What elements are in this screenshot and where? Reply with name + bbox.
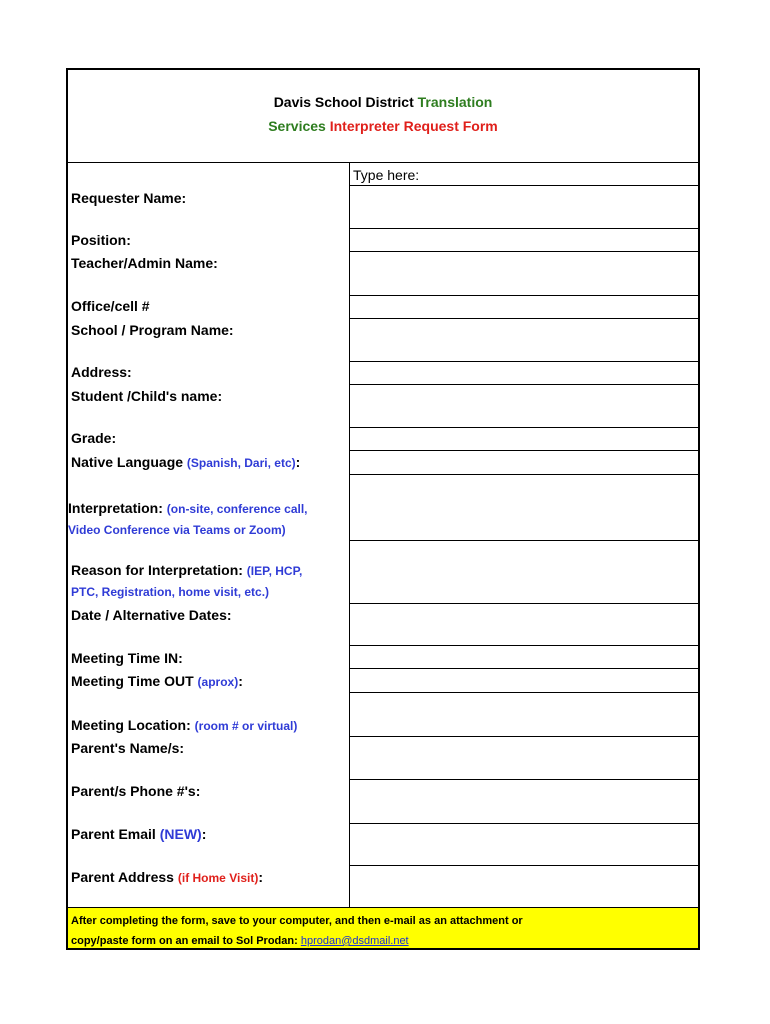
row-line <box>349 318 698 319</box>
meeting-location-label: Meeting Location: (room # or virtual) <box>71 717 298 733</box>
interpreter-request-form <box>66 68 700 950</box>
row-line <box>349 668 698 669</box>
teacher-admin-name-label: Teacher/Admin Name: <box>71 255 218 271</box>
row-line <box>349 779 698 780</box>
reason-hint-line2: PTC, Registration, home visit, etc.) <box>71 585 270 599</box>
title-request-form: Interpreter Request Form <box>329 118 498 134</box>
footer-line1: After completing the form, save to your computer, and then e-mail as an attachment or <box>71 915 523 927</box>
parent-email-hint: (NEW) <box>159 826 202 842</box>
student-child-name-label: Student /Child's name: <box>71 388 223 404</box>
row-line <box>349 185 698 186</box>
address-label: Address: <box>71 364 132 380</box>
row-line <box>349 251 698 252</box>
native-language-hint: (Spanish, Dari, etc) <box>186 456 296 470</box>
parents-phone-label: Parent/s Phone #'s: <box>71 783 201 799</box>
school-program-name-label: School / Program Name: <box>71 322 234 338</box>
parent-address-hint: (if Home Visit) <box>177 871 259 885</box>
row-line <box>349 427 698 428</box>
email-link[interactable]: hprodan@dsdmail.net <box>300 935 409 947</box>
interpretation-hint-line2: Video Conference via Teams or Zoom) <box>68 523 286 537</box>
parents-name-label: Parent's Name/s: <box>71 740 185 756</box>
footer-line2: copy/paste form on an email to Sol Prodan: <box>71 935 298 947</box>
title-district: Davis School District <box>273 94 414 110</box>
meeting-time-out-hint: (aprox) <box>197 675 239 689</box>
row-line <box>349 603 698 604</box>
interpretation-hint: (on-site, conference call, <box>166 502 308 516</box>
position-label: Position: <box>71 232 131 248</box>
grade-label: Grade: <box>71 430 117 446</box>
meeting-time-out-label: Meeting Time OUT (aprox): <box>71 673 243 689</box>
row-line <box>349 384 698 385</box>
reason-label: Reason for Interpretation: (IEP, HCP, <box>71 562 303 578</box>
column-divider <box>349 162 350 908</box>
title-services: Services <box>268 118 326 134</box>
row-line <box>349 645 698 646</box>
row-line <box>349 450 698 451</box>
row-line <box>349 295 698 296</box>
native-language-label: Native Language (Spanish, Dari, etc): <box>71 454 301 470</box>
reason-hint: (IEP, HCP, <box>246 564 303 578</box>
meeting-location-hint: (room # or virtual) <box>194 719 298 733</box>
office-cell-label: Office/cell # <box>71 298 150 314</box>
row-line <box>349 823 698 824</box>
interpretation-label: Interpretation: (on-site, conference call, <box>68 500 308 516</box>
row-line <box>349 228 698 229</box>
parent-email-label: Parent Email (NEW): <box>71 826 207 842</box>
type-here-label: Type here: <box>353 167 420 183</box>
row-line <box>349 361 698 362</box>
date-label: Date / Alternative Dates: <box>71 607 232 623</box>
requester-name-label: Requester Name: <box>71 190 187 206</box>
parent-address-label: Parent Address (if Home Visit): <box>71 869 263 885</box>
row-line <box>349 692 698 693</box>
form-title <box>68 70 698 163</box>
row-line <box>349 865 698 866</box>
submission-instructions <box>68 908 698 948</box>
meeting-time-in-label: Meeting Time IN: <box>71 650 183 666</box>
title-translation: Translation <box>417 94 493 110</box>
row-line <box>349 736 698 737</box>
row-line <box>349 474 698 475</box>
row-line <box>349 540 698 541</box>
